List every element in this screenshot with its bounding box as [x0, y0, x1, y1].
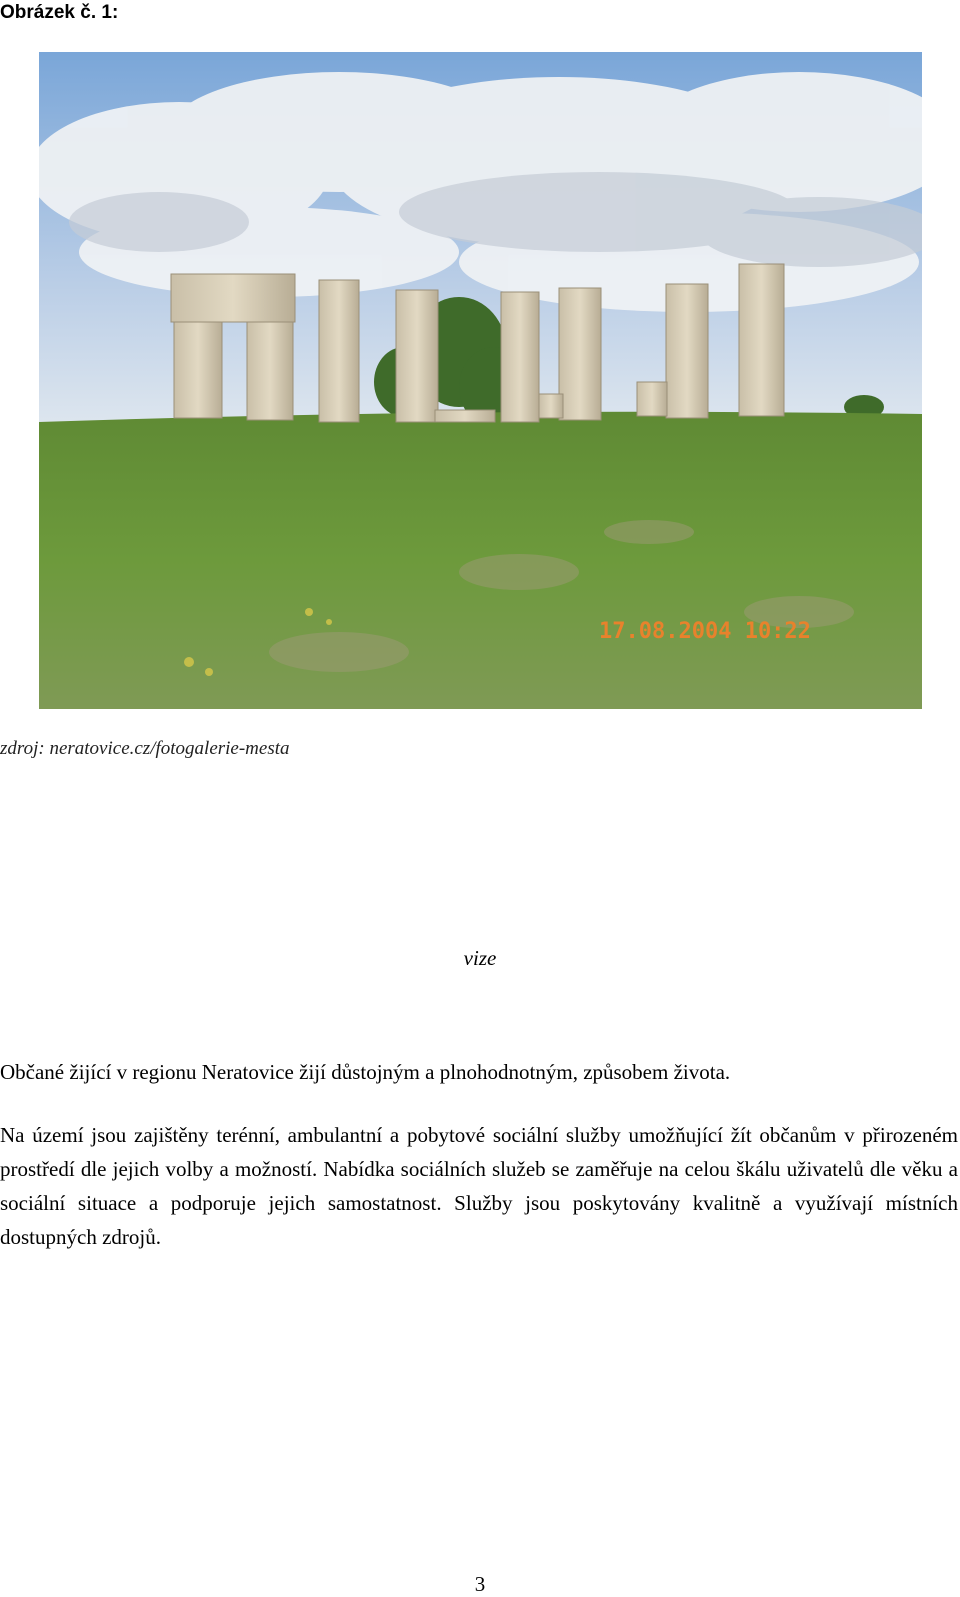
photo-timestamp: 17.08.2004 10:22	[599, 619, 811, 644]
vision-paragraph: Na území jsou zajištěny terénní, ambulantní a pobytové sociální služby umožňující žít občanům v přirozeném prostředí dle jejich volby a možností. Nabídka sociálních služeb se zaměřuje na celou škálu uživatelů dle věku a sociální situace a podporuje jejich samostatnost. Služby jsou poskytovány kvalitně a využívají místních dostupných zdrojů.	[0, 1123, 958, 1249]
section-title: vize	[463, 946, 497, 970]
photo-illustration	[39, 52, 922, 709]
vision-statement: Občané žijící v regionu Neratovice žijí důstojným a plnohodnotným, způsobem života.	[0, 1060, 731, 1084]
figure-label: Obrázek č. 1:	[0, 2, 119, 23]
page-number: 3	[474, 1572, 486, 1596]
stone-circle-photo	[39, 52, 922, 709]
image-source: zdroj: neratovice.cz/fotogalerie-mesta	[0, 738, 290, 759]
